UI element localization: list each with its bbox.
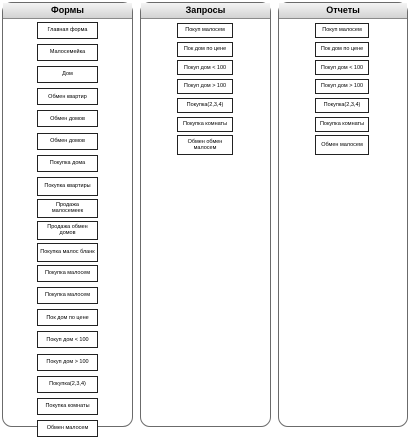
forms-button-8[interactable]: Покупка квартиры <box>37 177 98 196</box>
queries-button-1[interactable]: Покуп малосем <box>177 23 233 38</box>
reports-button-2[interactable]: Пок дом по цене <box>315 42 369 57</box>
forms-button-14[interactable]: Пок дом по цене <box>37 309 98 326</box>
reports-button-4[interactable]: Покуп дом > 100 <box>315 79 369 94</box>
forms-button-2[interactable]: Малосемейка <box>37 44 98 61</box>
reports-button-3[interactable]: Покуп дом < 100 <box>315 60 369 75</box>
forms-panel-title: Формы <box>3 3 132 19</box>
reports-button-5[interactable]: Покупка(2,3,4) <box>315 98 369 113</box>
forms-button-11[interactable]: Покупка малос бланк <box>37 243 98 262</box>
forms-button-4[interactable]: Обмен квартир <box>37 88 98 105</box>
forms-button-15[interactable]: Покуп дом < 100 <box>37 331 98 348</box>
queries-button-4[interactable]: Покуп дом > 100 <box>177 79 233 94</box>
reports-button-1[interactable]: Покуп малосем <box>315 23 369 38</box>
forms-button-13[interactable]: Покупка малосем <box>37 287 98 304</box>
reports-button-6[interactable]: Покупка комнаты <box>315 117 369 132</box>
forms-button-3[interactable]: Дом <box>37 66 98 83</box>
reports-panel-title: Отчеты <box>279 3 407 19</box>
forms-button-12[interactable]: Покупка малосем <box>37 265 98 282</box>
reports-panel <box>278 2 408 427</box>
forms-button-9[interactable]: Продажа малосемеек <box>37 199 98 218</box>
forms-button-16[interactable]: Покуп дом > 100 <box>37 354 98 371</box>
forms-button-6[interactable]: Обмен домов <box>37 133 98 150</box>
queries-panel <box>140 2 271 427</box>
queries-button-7[interactable]: Обмен обмен малосем <box>177 135 233 155</box>
queries-button-2[interactable]: Пок дом по цене <box>177 42 233 57</box>
forms-button-19[interactable]: Обмен малосем <box>37 420 98 437</box>
forms-button-17[interactable]: Покупка(2,3,4) <box>37 376 98 393</box>
reports-button-7[interactable]: Обмен малосем <box>315 135 369 155</box>
queries-button-6[interactable]: Покупка комнаты <box>177 117 233 132</box>
queries-button-5[interactable]: Покупка(2,3,4) <box>177 98 233 113</box>
forms-panel <box>2 2 133 432</box>
forms-button-7[interactable]: Покупка дома <box>37 155 98 172</box>
forms-button-10[interactable]: Продажа обмен домов <box>37 221 98 240</box>
queries-button-3[interactable]: Покуп дом < 100 <box>177 60 233 75</box>
forms-button-18[interactable]: Покупка комнаты <box>37 398 98 415</box>
forms-button-1[interactable]: Главная форма <box>37 22 98 39</box>
queries-panel-title: Запросы <box>141 3 270 19</box>
forms-button-5[interactable]: Обмен домов <box>37 110 98 127</box>
